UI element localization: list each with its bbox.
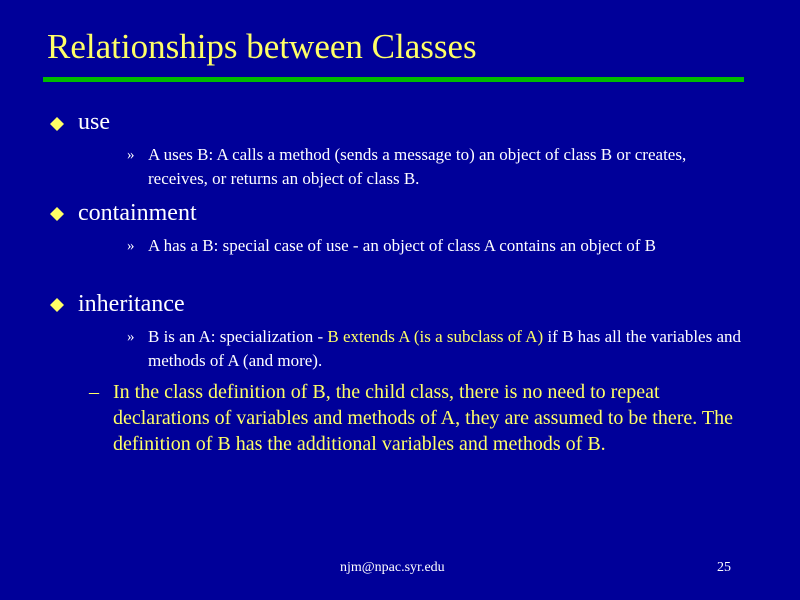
diamond-bullet-icon [50,117,64,131]
bullet-label-containment: containment [78,200,197,226]
title-divider [43,77,744,82]
inheritance-text-before: B is an A: specialization - [148,327,328,346]
bullet-label-use: use [78,109,110,135]
detail-dash-marker: – [89,381,99,403]
sub-bullet-marker: » [127,329,135,345]
footer-email: njm@npac.syr.edu [340,560,445,575]
page-number: 25 [717,560,731,575]
inheritance-text-after: if B has all the variables and methods of A (and more). [148,327,742,370]
containment-description: A has a B: special case of use - an object of class A contains an object of B [148,236,656,255]
sub-bullet-marker: » [127,147,135,163]
diamond-bullet-icon [50,207,64,221]
use-description: A uses B: A calls a method (sends a message to) an object of class B or creates, receives, or returns an object of class B. [148,145,687,188]
inheritance-description [148,325,748,373]
inheritance-detail: In the class definition of B, the child class, there is no need to repeat declarations of variables and methods of A, they are assumed to be there. The definition of B has the additional variables and methods of B. [113,381,733,455]
slide-title: Relationships between Classes [47,27,477,66]
inheritance-highlight: B extends A (is a subclass of A) [327,327,544,346]
bullet-label-inheritance: inheritance [78,291,185,317]
sub-bullet-marker: » [127,238,135,254]
diamond-bullet-icon [50,298,64,312]
